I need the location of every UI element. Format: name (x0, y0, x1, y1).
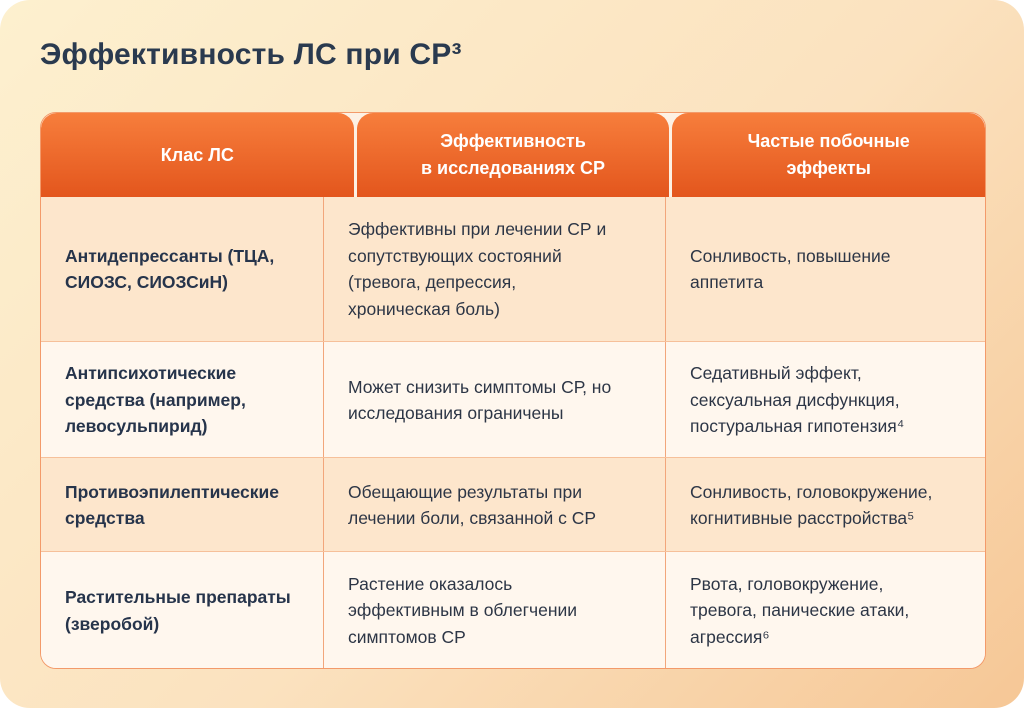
table-row (41, 457, 985, 552)
header-drug-class-label: Клас ЛС (160, 144, 234, 165)
efficacy-text: Растение оказалось эффективным в облегчении симптомов СР (348, 573, 578, 647)
cell-drug-class (41, 458, 323, 552)
efficacy-text: Обещающие результаты при лечении боли, связанной с СР (348, 481, 597, 528)
side-effects-text: Сонливость, головокружение, когнитивные расстройства⁵ (690, 481, 933, 528)
cell-efficacy (323, 197, 665, 341)
cell-efficacy (323, 342, 665, 458)
cell-side-effects (665, 197, 985, 341)
header-drug-class (41, 113, 354, 197)
cell-drug-class (41, 342, 323, 458)
table-header (41, 113, 985, 197)
header-efficacy-label: Эффективность в исследованиях СР (420, 131, 606, 178)
side-effects-text: Сонливость, повышение аппетита (690, 245, 891, 292)
cell-side-effects (665, 552, 985, 669)
drug-class-text: Противоэпилептические средства (65, 481, 279, 528)
cell-efficacy (323, 552, 665, 669)
header-side-effects-label: Частые побочные эффекты (747, 131, 910, 178)
cell-drug-class (41, 552, 323, 669)
drug-class-text: Растительные препараты (зверобой) (65, 587, 291, 634)
table-row (41, 551, 985, 669)
efficacy-text: Эффективны при лечении СР и сопутствующих состояний (тревога, депрессия, хроническая боль) (348, 219, 607, 319)
efficacy-text: Может снизить симптомы СР, но исследования ограничены (348, 376, 612, 423)
drug-class-text: Антипсихотические средства (например, левосульпирид) (65, 363, 246, 437)
cell-efficacy (323, 458, 665, 552)
page-title: Эффективность ЛС при СР³ (40, 38, 462, 71)
side-effects-text: Седативный эффект, сексуальная дисфункция, постуральная гипотензия⁴ (690, 363, 905, 437)
cell-drug-class (41, 197, 323, 341)
efficacy-table (40, 112, 986, 669)
header-efficacy (357, 113, 670, 197)
table-row (41, 197, 985, 341)
cell-side-effects (665, 342, 985, 458)
side-effects-text: Рвота, головокружение, тревога, панические атаки, агрессия⁶ (690, 573, 910, 647)
cell-side-effects (665, 458, 985, 552)
header-side-effects (672, 113, 985, 197)
table-row (41, 341, 985, 458)
drug-class-text: Антидепрессанты (ТЦА, СИОЗС, СИОЗСиН) (65, 245, 275, 292)
